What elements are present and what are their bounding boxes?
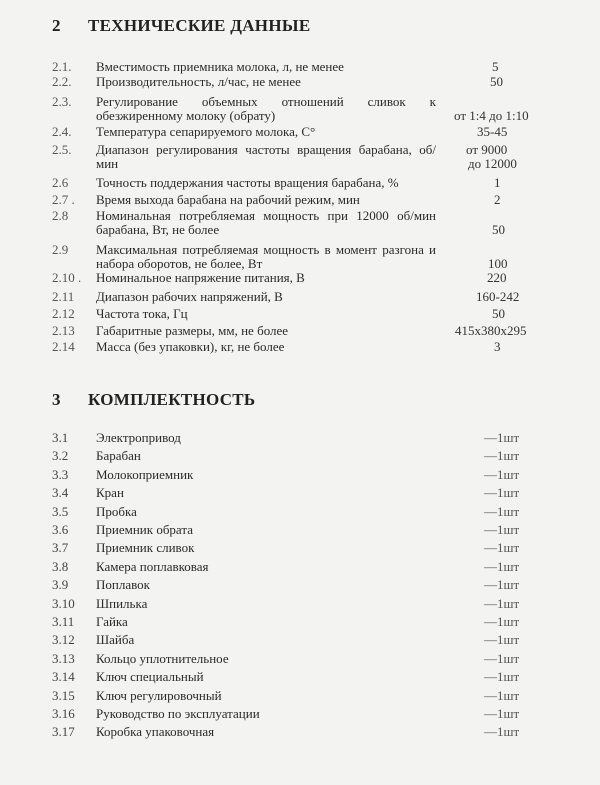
kit-item: Шайба <box>96 632 135 648</box>
kit-number: 3.13 <box>52 650 75 666</box>
kit-quantity: —1шт <box>484 650 520 666</box>
spec-value: 5 <box>492 59 499 74</box>
kit-number: 3.7 <box>52 540 69 556</box>
spec-text: Масса (без упаковки), кг, не более <box>96 339 285 354</box>
kit-number: 3.12 <box>52 632 75 648</box>
kit-number: 3.3 <box>52 466 69 482</box>
kit-quantity: —1шт <box>484 540 520 556</box>
section-3-title: КОМПЛЕКТНОСТЬ <box>88 390 256 409</box>
kit-item: Ключ регулировочный <box>96 687 222 703</box>
spec-text: Точность поддержания частоты вращения барабана, % <box>96 175 399 190</box>
kit-item: Электропривод <box>96 430 181 445</box>
kit-quantity: —1шт <box>484 706 520 721</box>
kit-number: 3.6 <box>52 522 69 537</box>
section-2-heading <box>52 16 310 36</box>
spec-number: 2.2. <box>52 74 72 89</box>
spec-number: 2.5. <box>52 142 72 157</box>
kit-quantity: —1шт <box>484 595 520 611</box>
kit-item: Кран <box>96 485 124 501</box>
spec-value: 415x380x295 <box>455 323 527 338</box>
kit-item: Шпилька <box>96 595 148 611</box>
kit-number: 3.2 <box>52 448 69 464</box>
spec-text: Диапазон рабочих напряжений, В <box>96 289 283 304</box>
spec-value: 160-242 <box>476 289 520 304</box>
kit-quantity: —1шт <box>484 448 520 464</box>
spec-number: 2.13 <box>52 323 75 338</box>
kit-item: Руководство по эксплуатации <box>96 706 260 721</box>
kit-item: Пробка <box>96 503 137 519</box>
kit-item: Ключ специальный <box>96 669 204 685</box>
kit-quantity: —1шт <box>484 614 520 629</box>
kit-quantity: —1шт <box>484 485 520 501</box>
spec-value: 1 <box>494 175 501 190</box>
spec-text: Вместимость приемника молока, л, не менее <box>96 59 344 74</box>
kit-number: 3.4 <box>52 485 69 501</box>
kit-number: 3.8 <box>52 558 69 574</box>
section-2-number: 2 <box>52 16 61 35</box>
spec-number: 2.14 <box>52 339 75 354</box>
spec-text: Частота тока, Гц <box>96 306 188 321</box>
kit-number: 3.5 <box>52 503 69 519</box>
kit-quantity: —1шт <box>484 466 520 482</box>
kit-number: 3.9 <box>52 577 69 593</box>
kit-quantity: —1шт <box>484 503 520 519</box>
section-2-title: ТЕХНИЧЕСКИЕ ДАННЫЕ <box>88 16 311 35</box>
spec-number: 2.1. <box>52 59 72 74</box>
spec-text: Регулирование объемных отношений сливок к обезжиренному молоку (обрату) <box>96 94 436 123</box>
spec-text: Номинальная потребляемая мощность при 12000 об/мин барабана, Вт, не более <box>96 208 436 237</box>
spec-value: от 9000 <box>466 142 508 157</box>
kit-quantity: —1шт <box>484 430 520 445</box>
section-3-heading <box>52 390 255 410</box>
spec-text: Номинальное напряжение питания, В <box>96 270 305 285</box>
kit-item: Барабан <box>96 448 141 464</box>
spec-value: 2 <box>494 192 501 207</box>
spec-number: 2.12 <box>52 306 75 321</box>
spec-value: 100 <box>488 256 508 271</box>
spec-value: от 1:4 до 1:10 <box>454 108 529 123</box>
spec-text: Габаритные размеры, мм, не более <box>96 323 289 338</box>
kit-quantity: —1шт <box>484 577 520 593</box>
spec-text: Максимальная потребляемая мощность в момент разгона и набора оборотов, не более, Вт <box>96 242 436 271</box>
spec-text: Диапазон регулирования частоты вращения барабана, об/мин <box>96 142 436 171</box>
kit-item: Камера поплавковая <box>96 558 209 574</box>
spec-number: 2.10 . <box>52 270 82 285</box>
spec-number: 2.11 <box>52 289 75 304</box>
section-3-number: 3 <box>52 390 61 409</box>
kit-item: Приемник обрата <box>96 522 193 537</box>
spec-number: 2.7 . <box>52 192 75 207</box>
kit-quantity: —1шт <box>484 687 520 703</box>
spec-value: 50 <box>492 306 505 321</box>
kit-item: Гайка <box>96 614 128 629</box>
kit-item: Кольцо уплотнительное <box>96 650 229 666</box>
spec-text: Температура сепарируемого молока, С° <box>96 124 316 139</box>
kit-number: 3.17 <box>52 724 75 740</box>
kit-quantity: —1шт <box>484 669 520 685</box>
spec-number: 2.6 <box>52 175 69 190</box>
spec-number: 2.9 <box>52 242 69 257</box>
kit-item: Поплавок <box>96 577 150 593</box>
kit-number: 3.15 <box>52 687 75 703</box>
spec-number: 2.8 <box>52 208 69 223</box>
kit-number: 3.10 <box>52 595 75 611</box>
kit-item: Приемник сливок <box>96 540 195 556</box>
kit-quantity: —1шт <box>484 724 520 740</box>
spec-number: 2.3. <box>52 94 72 109</box>
spec-value: 35-45 <box>477 124 508 139</box>
spec-text: Производительность, л/час, не менее <box>96 74 301 89</box>
spec-value: 50 <box>490 74 503 89</box>
spec-text: Время выхода барабана на рабочий режим, мин <box>96 192 360 207</box>
spec-value: 3 <box>494 339 501 354</box>
spec-value: 220 <box>487 270 507 285</box>
kit-number: 3.11 <box>52 614 75 629</box>
kit-number: 3.14 <box>52 669 75 685</box>
kit-item: Коробка упаковочная <box>96 724 215 740</box>
kit-item: Молокоприемник <box>96 466 194 482</box>
kit-quantity: —1шт <box>484 632 520 648</box>
spec-value: 50 <box>492 222 505 237</box>
kit-quantity: —1шт <box>484 522 520 537</box>
spec-number: 2.4. <box>52 124 72 139</box>
kit-number: 3.16 <box>52 706 75 721</box>
kit-quantity: —1шт <box>484 558 520 574</box>
kit-number: 3.1 <box>52 430 69 445</box>
spec-value-secondary: до 12000 <box>468 156 517 171</box>
